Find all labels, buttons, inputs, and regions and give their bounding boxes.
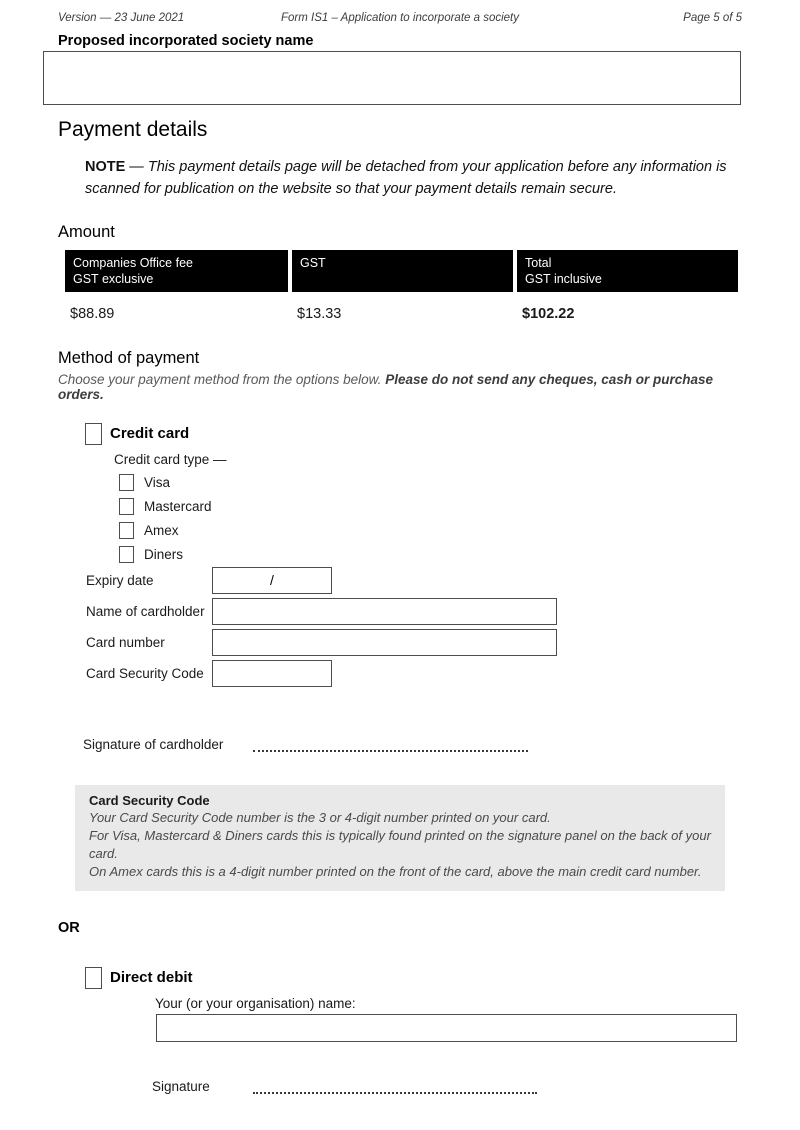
society-name-input[interactable] <box>43 51 741 105</box>
amex-checkbox[interactable] <box>119 522 134 539</box>
credit-card-label: Credit card <box>110 425 190 442</box>
card-number-input[interactable] <box>212 629 557 656</box>
form-title-text: Form IS1 – Application to incorporate a society <box>281 12 519 24</box>
direct-debit-signature-line[interactable] <box>253 1079 537 1094</box>
card-security-code-input[interactable] <box>212 660 332 687</box>
direct-debit-option <box>85 967 800 989</box>
credit-card-type-label: Credit card type — <box>114 451 227 467</box>
cardholder-signature-line[interactable] <box>253 737 528 752</box>
expiry-date-label: Expiry date <box>86 572 154 588</box>
security-code-info-line: For Visa, Mastercard & Diners cards this is typically found printed on the signature panel on the back of your card. <box>89 827 711 861</box>
payment-note <box>85 157 735 201</box>
card-type-option-diners <box>119 546 800 563</box>
card-number-label: Card number <box>86 634 165 650</box>
direct-debit-checkbox[interactable] <box>85 967 102 989</box>
instruction-text: Choose your payment method from the options below. <box>58 371 386 387</box>
visa-label: Visa <box>144 474 171 490</box>
card-security-code-row <box>86 660 800 687</box>
expiry-date-row <box>86 567 800 594</box>
method-of-payment-heading: Method of payment <box>58 348 200 367</box>
note-text: This payment details page will be detached from your application before any information is scanned for publication on the website so that your payment details remain secure. <box>85 159 727 197</box>
direct-debit-signature-label: Signature <box>152 1078 210 1094</box>
card-type-option-amex <box>119 522 800 539</box>
society-name-label: Proposed incorporated society name <box>58 33 314 49</box>
document-header <box>0 0 800 24</box>
card-number-row <box>86 629 800 656</box>
instruction-warning-text: Please do not send any cheques, cash or purchase orders. <box>58 371 714 402</box>
credit-card-checkbox[interactable] <box>85 423 102 445</box>
fee-table-header-row <box>65 250 738 292</box>
cardholder-name-label: Name of cardholder <box>86 603 205 619</box>
security-code-info-line: On Amex cards this is a 4-digit number printed on the front of the card, above the main credit card number. <box>89 863 702 879</box>
total-value: $102.22 <box>522 305 575 322</box>
version-text: Version — 23 June 2021 <box>58 12 185 24</box>
page-number-text: Page 5 of 5 <box>683 12 742 24</box>
payment-details-heading: Payment details <box>58 118 208 141</box>
fee-header-cell: Companies Office fee GST exclusive <box>65 250 288 292</box>
organisation-name-label: Your (or your organisation) name: <box>155 995 356 1011</box>
gst-header-cell: GST <box>292 250 513 292</box>
note-label: NOTE <box>85 159 126 175</box>
security-code-info-box <box>75 785 725 891</box>
mastercard-checkbox[interactable] <box>119 498 134 515</box>
diners-label: Diners <box>144 546 184 562</box>
visa-checkbox[interactable] <box>119 474 134 491</box>
mastercard-label: Mastercard <box>144 498 212 514</box>
fee-value: $88.89 <box>70 305 115 322</box>
note-dash: — <box>125 159 148 175</box>
fee-table <box>65 250 738 322</box>
direct-debit-signature-row <box>152 1079 800 1094</box>
diners-checkbox[interactable] <box>119 546 134 563</box>
direct-debit-label: Direct debit <box>110 969 193 986</box>
cardholder-signature-label: Signature of cardholder <box>83 736 224 752</box>
total-header-cell: Total GST inclusive <box>517 250 738 292</box>
security-code-info-title: Card Security Code <box>89 792 210 808</box>
gst-value: $13.33 <box>297 305 342 322</box>
amount-heading: Amount <box>58 222 115 241</box>
expiry-date-input[interactable] <box>212 567 332 594</box>
organisation-name-input[interactable] <box>156 1014 737 1042</box>
card-type-option-visa <box>119 474 800 491</box>
credit-card-option <box>85 423 800 445</box>
card-security-code-label: Card Security Code <box>86 665 204 681</box>
cardholder-signature-row <box>83 737 800 752</box>
cardholder-name-row <box>86 598 800 625</box>
cardholder-name-input[interactable] <box>212 598 557 625</box>
amex-label: Amex <box>144 522 179 538</box>
or-separator-label: OR <box>58 919 80 936</box>
card-type-option-mastercard <box>119 498 800 515</box>
payment-instruction <box>58 372 742 402</box>
fee-table-values-row <box>65 292 738 322</box>
security-code-info-line: Your Card Security Code number is the 3 or 4-digit number printed on your card. <box>89 809 551 825</box>
